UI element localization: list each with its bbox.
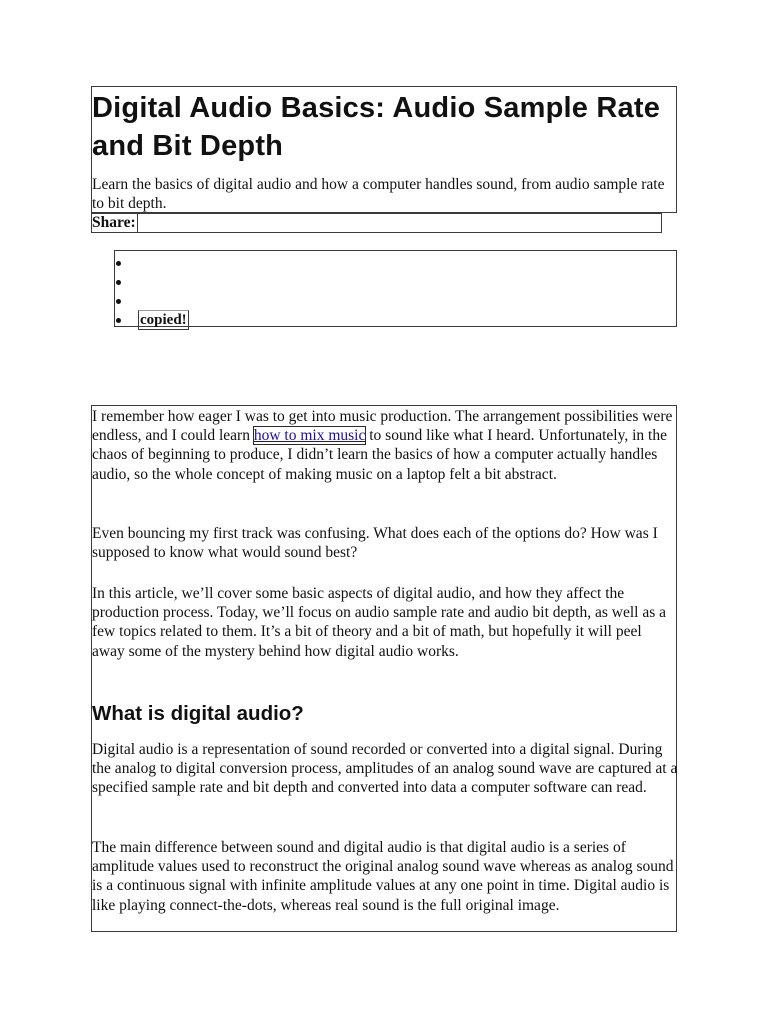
paragraph-intro [92, 407, 678, 484]
share-buttons-list [114, 250, 677, 327]
paragraph-article-overview: In this article, we’ll cover some basic aspects of digital audio, and how they affect the production process. Today, we’ll focus on audio sample rate and audio bit depth, as well as a few topics related to them. It’s a bit of theory and a bit of math, but hopefully it will peel away some of the mystery behind how digital audio works. [92, 585, 666, 660]
page-title: Digital Audio Basics: Audio Sample Rate and Bit Depth [92, 92, 661, 162]
share-label: Share: [92, 214, 136, 231]
article-subtitle: Learn the basics of digital audio and how a computer handles sound, from audio sample rate to bit depth. [92, 176, 665, 212]
how-to-mix-music-link[interactable]: how to mix music [253, 427, 366, 445]
copied-tooltip: copied! [140, 312, 187, 328]
bullet-icon [116, 318, 121, 323]
share-item-2[interactable] [115, 273, 676, 292]
article-body [91, 405, 677, 932]
paragraph-sound-vs-digital: The main difference between sound and digital audio is that digital audio is a series of amplitude values used to reconstruct the original analog sound wave whereas as analog sound is a continuous signal with infinite amplitude values at any one point in time. Digital audio is like playing connect-the-dots, whereas real sound is the full original image. [92, 839, 674, 914]
share-item-1[interactable] [115, 254, 676, 273]
paragraph-digital-audio-definition: Digital audio is a representation of sound recorded or converted into a digital signal. During the analog to digital conversion process, amplitudes of an analog sound wave are captured at a specified sample rate and bit depth and converted into data a computer software can read. [92, 741, 678, 797]
section-heading-digital-audio: What is digital audio? [92, 702, 304, 725]
share-item-copy-link[interactable] [115, 311, 676, 330]
share-item-3[interactable] [115, 292, 676, 311]
bullet-icon [116, 299, 121, 304]
paragraph-intro-end: to sound like what I heard. Unfortunately, in the chaos of beginning to produce, I didn’t learn the basics of how a computer actually handles audio, so the whole concept of making music on a laptop felt a bit abstract. [92, 427, 667, 483]
paragraph-intro-start: I remember how eager I was to get into music production. The arrangement possibilities were endless, and I could learn [92, 408, 673, 445]
share-bar [91, 213, 662, 233]
bullet-icon [116, 280, 121, 285]
bullet-icon [116, 261, 121, 266]
paragraph-bouncing: Even bouncing my first track was confusing. What does each of the options do? How was I supposed to know what would sound best? [92, 525, 658, 562]
article-header [91, 86, 677, 213]
